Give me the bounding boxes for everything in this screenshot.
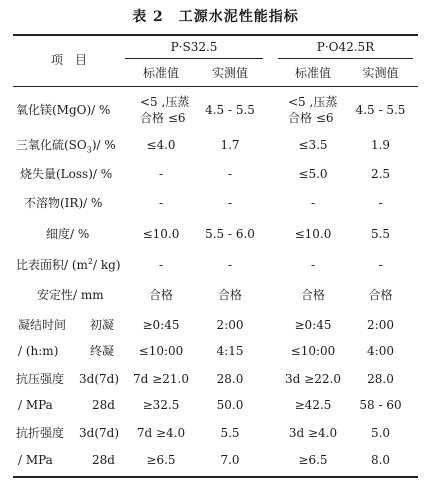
cell-final-ps-std: ≤10:00 — [138, 344, 184, 358]
group-rule-ps — [125, 58, 263, 59]
header-item: 项 目 — [50, 53, 87, 67]
row-sublabel-flexural-28d: 28d — [92, 453, 115, 467]
cell-comp-early-po-meas: 28.0 — [367, 372, 394, 386]
header-rule — [13, 86, 418, 87]
cell-mgo-po-std: <5 ,压蒸合格 ≤6 — [288, 95, 338, 125]
row-label-loss: 烧失量(Loss)/ % — [20, 167, 113, 181]
cell-fineness-po-std: ≤10.0 — [294, 227, 332, 241]
cell-ir-po-meas: - — [378, 196, 383, 210]
row-label-compressive-unit: / MPa — [18, 398, 53, 412]
cell-surface-po-std: - — [310, 258, 316, 272]
cell-comp-28d-po-meas: 58 - 60 — [359, 398, 402, 412]
row-label-flexural-unit: / MPa — [18, 453, 53, 467]
bottom-rule — [13, 476, 418, 478]
cell-flex-28d-po-std: ≥6.5 — [298, 453, 328, 467]
row-label-surface: 比表面积/ ($m^2/$ kg) — [16, 257, 121, 272]
row-label-ir: 不溶物(IR)/ % — [24, 196, 103, 210]
row-sublabel-compressive-28d: 28d — [92, 398, 115, 412]
row-label-soundness: 安定性/ mm — [37, 288, 104, 302]
row-label-so3: 三氧化硫$(SO_3)/$ % — [16, 138, 116, 155]
row-label-setting-unit: / (h:m) — [18, 344, 59, 358]
cell-so3-po-std: ≤3.5 — [298, 138, 328, 152]
cell-flex-early-po-std: 3d ≥4.0 — [288, 426, 338, 440]
cell-comp-28d-ps-std: ≥32.5 — [142, 398, 180, 412]
header-std-po: 标准值 — [294, 66, 331, 80]
header-group-ps: P·S32.5 — [170, 40, 218, 54]
cell-comp-28d-ps-meas: 50.0 — [216, 398, 244, 412]
cell-loss-ps-meas: - — [227, 167, 233, 181]
cell-initial-ps-std: ≥0:45 — [142, 318, 180, 332]
cell-fineness-ps-meas: 5.5 - 6.0 — [205, 227, 255, 241]
cell-mgo-ps-meas: 4.5 - 5.5 — [205, 103, 255, 117]
cell-flex-early-po-meas: 5.0 — [370, 426, 391, 440]
cell-flex-28d-po-meas: 8.0 — [370, 453, 391, 467]
top-rule — [13, 34, 418, 36]
cell-loss-po-std: ≤5.0 — [298, 167, 328, 181]
cell-soundness-ps-meas: 合格 — [217, 288, 242, 302]
row-label-setting: 凝结时间 — [18, 318, 67, 332]
header-group-po: P·O42.5R — [316, 40, 375, 54]
cell-final-po-meas: 4:00 — [367, 344, 394, 358]
cell-comp-early-ps-std: 7d ≥21.0 — [133, 372, 189, 386]
cell-initial-ps-meas: 2:00 — [216, 318, 244, 332]
cell-flex-28d-ps-std: ≥6.5 — [146, 453, 176, 467]
cell-so3-po-meas: 1.9 — [370, 138, 391, 152]
cell-loss-po-meas: 2.5 — [370, 167, 391, 181]
cell-ir-po-std: - — [310, 196, 316, 210]
row-label-fineness: 细度/ % — [46, 227, 90, 241]
row-label-flexural: 抗折强度 — [16, 426, 65, 440]
cell-initial-po-std: ≥0:45 — [294, 318, 332, 332]
cell-comp-early-ps-meas: 28.0 — [216, 372, 244, 386]
header-meas-po: 实测值 — [362, 66, 399, 80]
cell-surface-ps-meas: - — [227, 258, 233, 272]
cell-soundness-po-meas: 合格 — [368, 288, 393, 302]
cell-final-po-std: ≤10:00 — [290, 344, 336, 358]
table-caption: 表 2 工源水泥性能指标 — [132, 9, 299, 25]
group-rule-po — [278, 58, 413, 59]
cell-soundness-po-std: 合格 — [300, 288, 325, 302]
row-sublabel-flexural-early: 3d(7d) — [79, 426, 119, 440]
row-label-mgo: 氧化镁(MgO)/ % — [16, 103, 111, 117]
cell-flex-early-ps-std: 7d ≥4.0 — [136, 426, 186, 440]
cell-surface-po-meas: - — [378, 258, 383, 272]
cell-ir-ps-meas: - — [227, 196, 233, 210]
header-meas-ps: 实测值 — [211, 66, 248, 80]
row-sublabel-initial: 初凝 — [90, 318, 115, 332]
cell-soundness-ps-std: 合格 — [148, 288, 173, 302]
cell-comp-28d-po-std: ≥42.5 — [294, 398, 332, 412]
cell-mgo-ps-std: <5 ,压蒸合格 ≤6 — [140, 95, 190, 125]
row-sublabel-final: 终凝 — [90, 344, 115, 358]
cell-fineness-ps-std: ≤10.0 — [142, 227, 180, 241]
cell-ir-ps-std: - — [158, 196, 164, 210]
cell-loss-ps-std: - — [158, 167, 164, 181]
row-sublabel-compressive-early: 3d(7d) — [79, 372, 119, 386]
cell-flex-early-ps-meas: 5.5 — [220, 426, 240, 440]
cell-surface-ps-std: - — [158, 258, 164, 272]
cell-flex-28d-ps-meas: 7.0 — [220, 453, 240, 467]
cell-mgo-po-meas: 4.5 - 5.5 — [355, 103, 406, 117]
cell-comp-early-po-std: 3d ≥22.0 — [285, 372, 341, 386]
header-std-ps: 标准值 — [142, 66, 179, 80]
cell-fineness-po-meas: 5.5 — [370, 227, 391, 241]
row-label-compressive: 抗压强度 — [16, 372, 65, 386]
cell-so3-ps-meas: 1.7 — [220, 138, 240, 152]
cell-final-ps-meas: 4:15 — [216, 344, 244, 358]
cell-initial-po-meas: 2:00 — [367, 318, 394, 332]
cell-so3-ps-std: ≤4.0 — [146, 138, 176, 152]
